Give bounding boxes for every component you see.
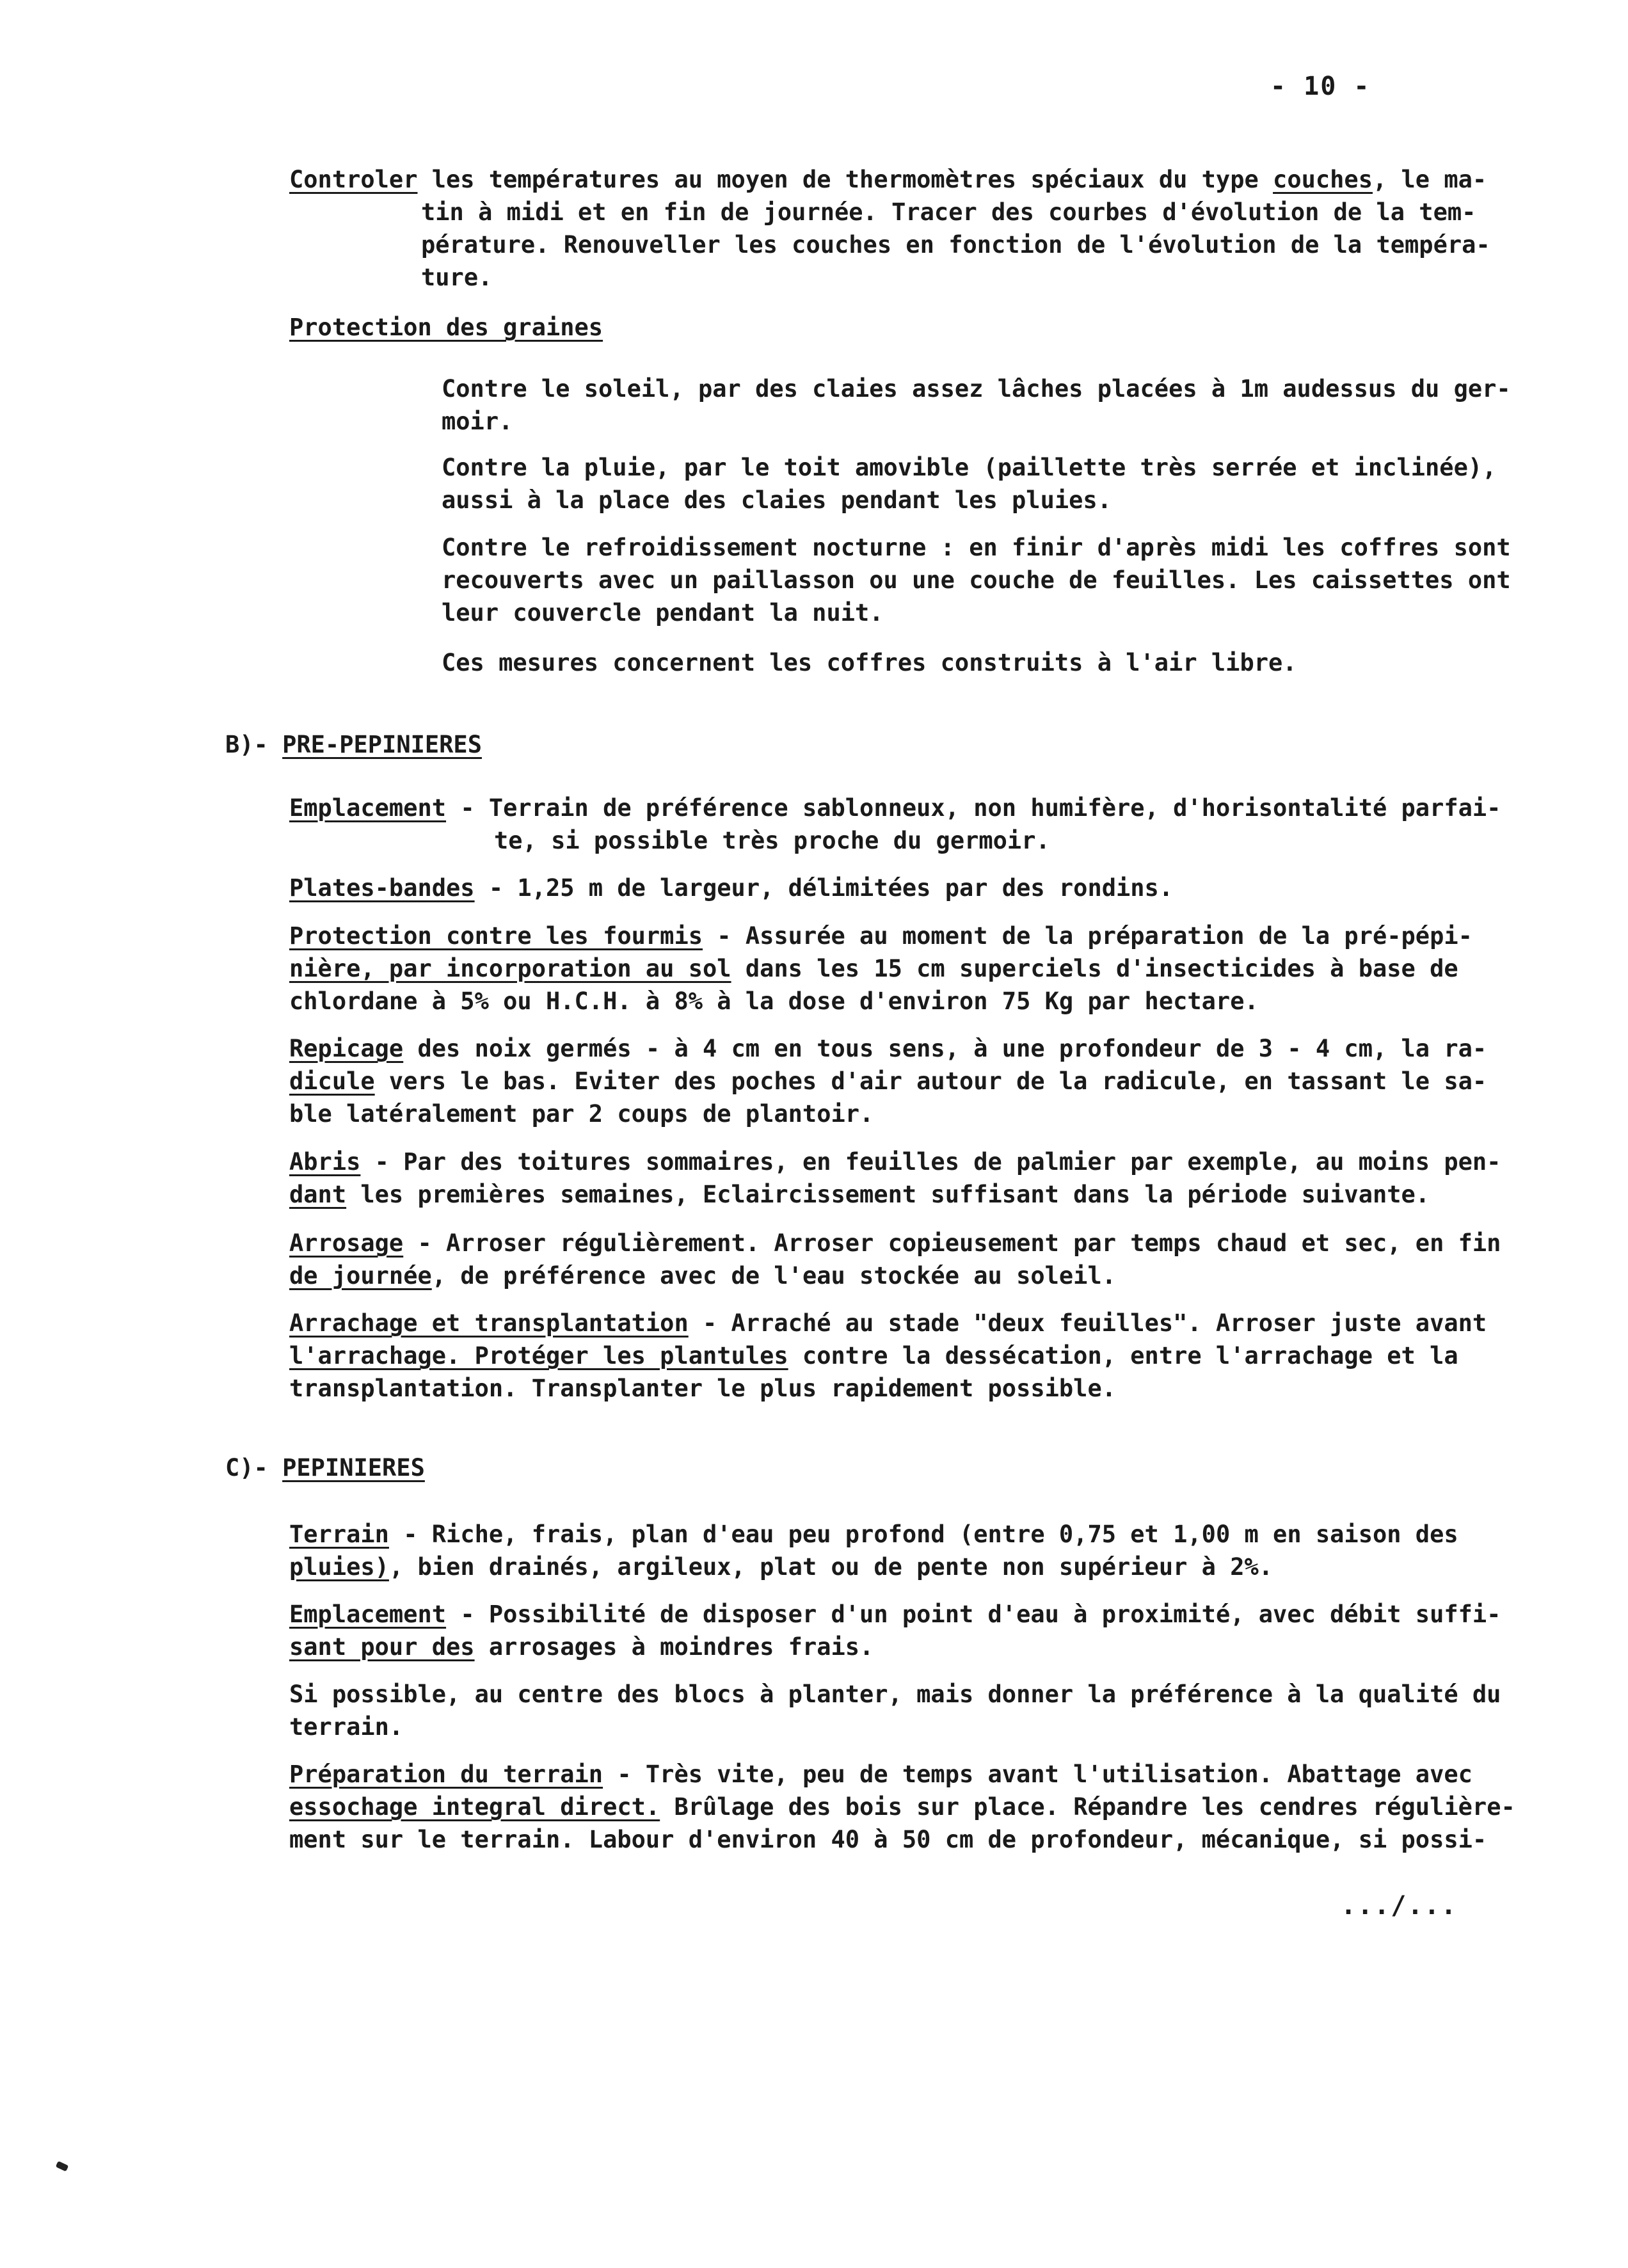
controler-paragraph: Controler les températures au moyen de thermomètres spéciaux du type couches, le ma- tin à midi et en fin de journée. Tracer des courbes d'évolution de la tem- pérature. Renouveller les couches en fonction de l'évolution de la tempéra- ture. xyxy=(289,166,1490,291)
pepiniere-terrain: Terrain - Riche, frais, plan d'eau peu profond (entre 0,75 et 1,00 m en saison des pluies), bien drainés, argileux, plat ou de pente non supérieur à 2%. xyxy=(289,1521,1458,1581)
page-number: - 10 - xyxy=(1270,72,1371,101)
protection-graines-heading: Protection des graines xyxy=(289,314,603,341)
protection-refroidissement: Contre le refroidissement nocturne : en finir d'après midi les coffres sont recouverts avec un paillasson ou une couche de feuilles. Les caissettes ont leur couvercle pendant la nuit. xyxy=(442,534,1511,627)
protection-pluie: Contre la pluie, par le toit amovible (paillette très serrée et inclinée), aussi à la place des claies pendant les pluies. xyxy=(442,454,1497,514)
si-possible: Si possible, au centre des blocs à planter, mais donner la préférence à la qualité du terrain. xyxy=(289,1681,1501,1741)
ink-mark xyxy=(56,2161,69,2172)
section-c-title: C)- PEPINIERES xyxy=(225,1454,425,1481)
protection-mesures: Ces mesures concernent les coffres construits à l'air libre. xyxy=(442,649,1297,676)
protection-fourmis: Protection contre les fourmis - Assurée au moment de la préparation de la pré-pépi- nière, par incorporation au sol dans les 15 cm superciels d'insecticides à base de chlordane à 5% ou H.C.H. à 8% à la dose d'environ 75 Kg par hectare. xyxy=(289,922,1472,1015)
repicage: Repicage des noix germés - à 4 cm en tous sens, à une profondeur de 3 - 4 cm, la ra- dicule vers le bas. Eviter des poches d'air autour de la radicule, en tassant le sa- ble latéralement par 2 coups de plantoir. xyxy=(289,1035,1487,1128)
pre-pepiniere-emplacement: Emplacement - Terrain de préférence sablonneux, non humifère, d'horisontalité parfai- te, si possible très proche du germoir. xyxy=(289,794,1501,854)
preparation-terrain: Préparation du terrain - Très vite, peu de temps avant l'utilisation. Abattage avec essochage integral direct. Brûlage des bois sur place. Répandre les cendres régulière- ment sur le terrain. Labour d'environ 40 à 50 cm de profondeur, mécanique, si possi- xyxy=(289,1761,1515,1853)
controler-label: Controler xyxy=(289,166,418,193)
arrachage-transplantation: Arrachage et transplantation - Arraché au stade "deux feuilles". Arroser juste avant l'arrachage. Protéger les plantules contre la dessécation, entre l'arrachage et la transplantation. Transplanter le plus rapidement possible. xyxy=(289,1309,1487,1402)
plates-bandes: Plates-bandes - 1,25 m de largeur, délimitées par des rondins. xyxy=(289,874,1174,902)
arrosage: Arrosage - Arroser régulièrement. Arroser copieusement par temps chaud et sec, en fin de journée, de préférence avec de l'eau stockée au soleil. xyxy=(289,1229,1501,1290)
pepiniere-emplacement: Emplacement - Possibilité de disposer d'un point d'eau à proximité, avec débit suffi- sant pour des arrosages à moindres frais. xyxy=(289,1601,1501,1661)
protection-soleil: Contre le soleil, par des claies assez lâches placées à 1m audessus du ger- moir. xyxy=(442,375,1511,435)
abris: Abris - Par des toitures sommaires, en feuilles de palmier par exemple, au moins pen- dant les premières semaines, Eclaircissement suffisant dans la période suivante. xyxy=(289,1148,1501,1208)
continuation-mark: .../... xyxy=(1341,1891,1458,1921)
section-b-title: B)- PRE-PEPINIERES xyxy=(225,731,482,758)
